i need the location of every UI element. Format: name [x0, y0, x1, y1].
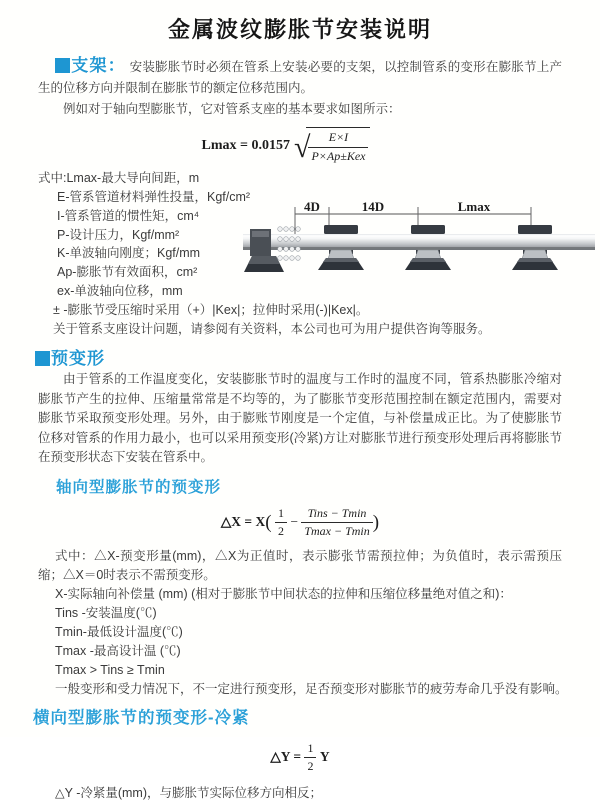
- half-numerator: 1: [275, 506, 287, 524]
- section-bullet-icon: [35, 351, 50, 366]
- definition-line: I-管系管道的惯性矩，cm⁴: [57, 208, 200, 223]
- preform-paragraph: 由于管系的工作温度变化，安装膨胀节时的温度与工作时的温度不同，管系热膨胀冷缩对膨胀节产生的拉伸、压缩量常常是不均等的，为了膨胀节变形范围控制在额定范围内，需要对膨胀节采取预变形处理。另外，由于膨账节刚度是一个定值，与补偿量成正比。为了使膨胀节位移对管系的作用力最小，也可以采用预变形(冷紧)方让对膨胀节进行预变形处理后再将膨胀节在预变形状态下安装在管系中。: [38, 372, 562, 465]
- pipe-support-diagram: [243, 200, 595, 297]
- preform-section-heading-row: [35, 348, 562, 370]
- minus-sign: −: [290, 513, 298, 529]
- definition-line: Ap-膨胀节有效面积，cm²: [57, 265, 198, 280]
- formula-dy-rhs: Y: [319, 749, 330, 765]
- formula-lmax-lhs: Lmax: [201, 137, 237, 153]
- support-intro-text: 安装膨胀节时必须在管系上安装必要的支架，以控制管系的变形在膨胀节上产生的位移方向并限制在膨胀节的额定位移范围内。: [38, 60, 562, 95]
- half-denominator: 2: [277, 524, 284, 539]
- note-line: Tins -安装温度(℃): [55, 605, 157, 620]
- formula-dy-numerator: 1: [304, 741, 316, 759]
- formula-delta-y: [270, 741, 329, 775]
- note-line: Tmax -最高设计温 (℃): [55, 643, 181, 658]
- formula-lmax-coefficient: = 0.0157: [240, 137, 290, 153]
- dim-label-14d: 14D: [361, 199, 385, 215]
- definition-line: E-管系管道材料弹性投量，Kgf/cm²: [57, 189, 251, 204]
- section-bullet-icon: [55, 58, 70, 73]
- formula-dx-lhs: △X = X: [220, 513, 266, 529]
- definition-line: ± -膨胀节受压缩时采用（+）|Kex|；拉伸时采用(-)|Kex|。: [53, 302, 369, 317]
- formula-dx-numerator: Tins − Tmin: [301, 506, 372, 524]
- formula-delta-x: [221, 506, 379, 540]
- definitions-and-diagram: [38, 169, 562, 341]
- definition-line: P-设计压力，Kgf/mm²: [57, 227, 180, 242]
- axial-note-last: 一般变形和受力情况下，不一定进行预变形，足否预变形对膨胀节的疲劳寿命几乎没有影响。: [55, 681, 568, 696]
- page-title: 金属波纹膨胀节安装说明: [167, 17, 432, 42]
- axial-note-first: 式中：△X-预变形量(mm)，△X为正值时，表示膨张节需预拉伸；为负值时，表示需预压缩；△X＝0时表示不需预变形。: [38, 548, 562, 582]
- note-line: Tmax > Tins ≥ Tmin: [55, 662, 165, 677]
- preform-section-heading: 预变形: [51, 349, 105, 369]
- definition-line: ex-单波轴向位移，mm: [57, 283, 183, 298]
- definition-line: 关于管系支座设计问题，请参阅有关资料，本公司也可为用户提供咨询等服务。: [53, 321, 491, 336]
- formula-dx-denominator: Tmax − Tmin: [304, 524, 370, 539]
- lateral-preform-heading: 横向型膨胀节的预变形-冷紧: [33, 708, 250, 727]
- formula-lmax: [202, 127, 371, 164]
- definition-line: K-单波轴向刚度；Kgf/mm: [57, 246, 201, 261]
- dim-label-lmax: Lmax: [457, 199, 491, 215]
- formula-lmax-numerator: E×I: [308, 130, 368, 148]
- formula-dy-lhs: △Y =: [270, 749, 302, 765]
- support-paragraph: [38, 55, 562, 99]
- definition-line: 式中:Lmax-最大导向间距，m: [38, 171, 200, 186]
- lateral-note: △Y -冷紧量(mm)，与膨胀节实际位移方向相反；: [55, 786, 323, 801]
- radical-icon: √: [294, 130, 311, 164]
- formula-lmax-denominator: P×Ap±Kex: [311, 148, 366, 163]
- formula-dy-denominator: 2: [307, 759, 314, 774]
- note-line: Tmin-最低设计温度(℃): [55, 624, 183, 639]
- axial-preform-heading: 轴向型膨胀节的预变形: [56, 478, 222, 496]
- note-line: X-实际轴向补偿量 (mm) (相对于膨胀节中间状态的拉伸和压缩位移量绝对值之和)：: [55, 586, 512, 601]
- support-section-heading: 支架：: [71, 56, 126, 75]
- left-paren: (: [265, 511, 272, 533]
- support-example-text: 例如对于轴向型膨胀节，它对管系支座的基本要求如图所示：: [63, 102, 401, 116]
- right-paren: ): [372, 511, 380, 533]
- dim-label-4d: 4D: [304, 199, 320, 215]
